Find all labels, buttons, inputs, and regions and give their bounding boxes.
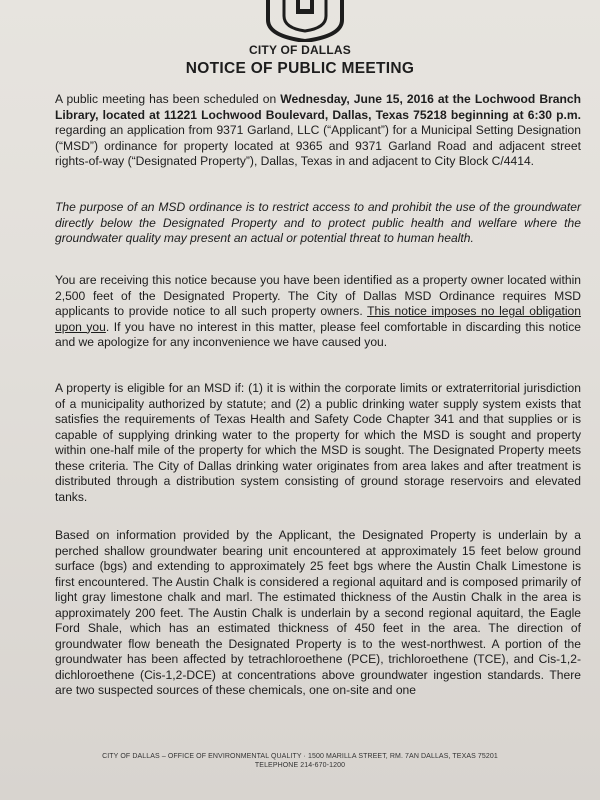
footer-address: CITY OF DALLAS – OFFICE OF ENVIRONMENTAL QUALITY · 1500 MARILLA STREET, RM. 7AN DALLAS, TEXAS 75201 bbox=[102, 753, 498, 760]
meeting-date-location: Wednesday, June 15, 2016 at the Lochwood Branch Library, located at 11221 Lochwood Boulevard, Dallas, Texas 75218 beginning at 6:30 p.m. bbox=[55, 92, 581, 122]
groundwater-info-paragraph: Based on information provided by the Applicant, the Designated Property is underlain by a perched shallow groundwater bearing unit encountered at approximately 15 feet below ground surface (bgs) and extending to approximately 25 feet bgs where the Austin Chalk Limestone is first encountered. The Austin Chalk is considered a regional aquitard and is composed primarily of light gray limestone chalk and marl. The estimated thickness of the Austin Chalk in the area is approximately 200 feet. The Austin Chalk is underlain by a second regional aquitard, the Eagle Ford Shale, which has an estimated thickness of 450 feet in the area. The direction of groundwater flow beneath the Designated Property is to the west-northwest. A portion of the groundwater has been affected by tetrachloroethene (PCE), trichloroethene (TCE), and Cis-1,2-dichloroethene (Cis-1,2-DCE) at concentrations above groundwater ingestion standards. There are two suspected sources of these chemicals, one on-site and one bbox=[55, 528, 581, 697]
msd-eligibility-paragraph: A property is eligible for an MSD if: (1) it is within the corporate limits or extraterritorial jurisdiction of a municipality authorized by statute; and (2) a public drinking water supply system exists that satisfies the requirements of Texas Health and Safety Code Chapter 341 and that supplies or is capable of supplying drinking water to the property for which the MSD is sought and property within one-half mile of the property for which the MSD is sought. The Designated Property meets these criteria. The City of Dallas drinking water originates from area lakes and after treatment is distributed through a distribution system consisting of ground storage reservoirs and elevated tanks. bbox=[55, 381, 581, 504]
city-name: CITY OF DALLAS bbox=[249, 43, 351, 57]
meeting-paragraph bbox=[55, 92, 581, 170]
msd-purpose-paragraph: The purpose of an MSD ordinance is to restrict access to and prohibit the use of the groundwater directly below the Designated Property and to protect public health and welfare where the groundwater quality may present an actual or potential threat to human health. bbox=[55, 200, 581, 245]
footer-telephone: TELEPHONE 214-670-1200 bbox=[254, 762, 346, 769]
notice-reason-text: You are receiving this notice because you have been identified as a property owner located within 2,500 feet of the Designated Property. The City of Dallas MSD Ordinance requires MSD applicants to provide notice to all such property owners. bbox=[55, 273, 581, 318]
page-footer bbox=[0, 752, 600, 770]
meeting-intro-text: A public meeting has been scheduled on bbox=[55, 92, 281, 106]
discard-notice-text: . If you have no interest in this matter, please feel comfortable in discarding this notice and we apologize for any inconvenience we have caused you. bbox=[55, 319, 581, 349]
notice-title: NOTICE OF PUBLIC MEETING bbox=[185, 60, 415, 77]
no-obligation-text: This notice imposes no legal obligation upon you bbox=[55, 304, 581, 334]
meeting-application-text: regarding an application from 9371 Garland, LLC (“Applicant”) for a Municipal Setting Designation (“MSD”) ordinance for property located at 9365 and 9371 Garland Road and adjacent street rights-of-way (“Designated Property”), Dallas, Texas in and adjacent to City Block C/4414. bbox=[55, 123, 581, 168]
notice-reason-paragraph bbox=[55, 273, 581, 351]
city-of-dallas-logo-icon bbox=[262, 0, 348, 42]
